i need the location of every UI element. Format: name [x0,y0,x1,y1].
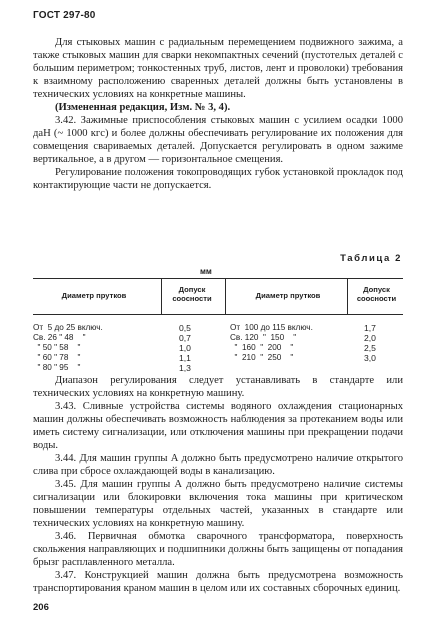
column-header: Диаметр прутков [61,291,127,300]
paragraph: 3.42. Зажимные приспособления стыковых машин с усилием осадки 1000 даН (~ 1000 кгс) и более должны обеспечивать регулирование их положения для совмещения свариваемых деталей. Допускается регулировать в одном зажиме вертикальное, а в другом — горизонтальное смещения. [33,115,403,165]
table-cell-range: Св. 26 " 48 " [33,333,86,342]
bottom-text-block [33,374,403,595]
column-header: Допуск соосности [172,285,212,303]
top-text-block [33,36,403,192]
table-cell-range: От 100 до 115 включ. [230,323,313,332]
table-cell-tolerance: 1,7 [364,323,376,333]
table-cell-range: " 210 " 250 " [230,353,294,362]
paragraph: 3.46. Первичная обмотка сварочного трансформатора, поверхность скольжения направляющих и подшипники должны быть защищены от попадания брызг расплавленного металла. [33,531,403,568]
paragraph: 3.43. Сливные устройства системы водяного охлаждения стационарных машин должны обеспечивать возможность наблюдения за протеканием воды или иметь систему сигнализации, или отключения машины при прекращении подачи воды. [33,401,403,451]
table-cell-range: " 160 " 200 " [230,343,294,352]
table-cell-range: " 50 " 58 " [33,343,81,352]
table-cell-tolerance: 1,0 [179,343,191,353]
table-cell-tolerance: 0,7 [179,333,191,343]
table-header-rule [33,314,403,315]
paragraph: 3.44. Для машин группы А должно быть предусмотрено наличие открытого слива при сбросе охлаждающей воды в канализацию. [33,453,403,477]
document-header: ГОСТ 297-80 [33,10,96,21]
table-cell-range: " 80 " 95 " [33,363,81,372]
column-divider [161,278,162,314]
table-cell-range: Св. 120 " 150 " [230,333,297,342]
table-caption: Таблица 2 [340,253,402,264]
table-cell-tolerance: 0,5 [179,323,191,333]
paragraph: Регулирование положения токопроводящих губок установкой прокладок под контактирующие части не допускается. [33,167,403,191]
table-cell-tolerance: 2,0 [364,333,376,343]
paragraph: Для стыковых машин с радиальным перемещением подвижного зажима, а также стыковых машин для сварки некомпактных сечений (пустотелых деталей с большим периметром; тонкостенных труб, листов, лент и проволоки) требования к взаимному расположению сваренных деталей должны быть установлены в технических условиях на конкретные машины. [33,37,403,100]
table-cell-tolerance: 3,0 [364,353,376,363]
paragraph: 3.45. Для машин группы А должно быть предусмотрено наличие системы сигнализации или блокировки включения тока машины при критическом повышении температуры отдельных частей, указанных в стандарте или технических условиях на конкретную машину. [33,479,403,529]
column-header: Диаметр прутков [255,291,321,300]
paragraph: Диапазон регулирования следует устанавливать в стандарте или технических условиях на конкретную машину. [33,375,403,399]
amendment-note: (Измененная редакция, Изм. № 3, 4). [55,102,231,113]
column-header: Допуск соосности [356,285,397,303]
table-cell-tolerance: 1,3 [179,363,191,373]
table-units: мм [200,267,212,276]
paragraph: 3.47. Конструкцией машин должна быть предусмотрена возможность транспортирования краном машин в целом или их составных сборочных единиц. [33,570,403,594]
table-cell-tolerance: 1,1 [179,353,191,363]
table-cell-range: " 60 " 78 " [33,353,81,362]
table-cell-tolerance: 2,5 [364,343,376,353]
table-cell-range: От 5 до 25 включ. [33,323,103,332]
column-divider [347,278,348,314]
column-divider [225,278,226,314]
page-number: 206 [33,602,49,613]
